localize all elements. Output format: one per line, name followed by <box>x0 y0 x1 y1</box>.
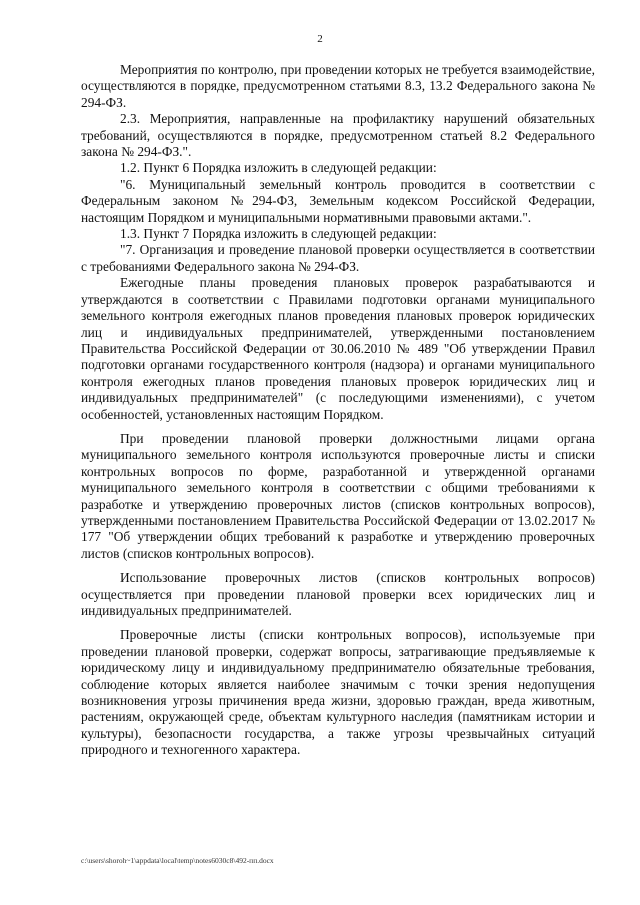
paragraph-point-6: "6. Муниципальный земельный контроль проводится в соответствии с Федеральным законом №294-ФЗ, Земельным кодексом Российской Федерации, настоящим Порядком и муниципальными нормативными правовыми актами.". <box>81 176 595 225</box>
paragraph-2-3: 2.3. Мероприятия, направленные на профилактику нарушений обязательных требований, осуществляются в порядке, предусмотренном статьей 8.2 Федерального закона № 294-ФЗ.". <box>81 111 595 160</box>
paragraph-checklists: При проведении плановой проверки должностными лицами органа муниципального земельного контроля используются проверочные листы и списки контрольных вопросов по форме, разработанной и утвержденной органами муниципального земельного контроля в соответствии с общими требованиями к разработке и утверждению проверочных листов (списков контрольных вопросов), утвержденными постановлением Правительства Российской Федерации от 13.02.2017 № 177 "Об утверждении общих требований к разработке и утверждению проверочных листов (списков контрольных вопросов). <box>81 430 595 561</box>
paragraph-checklist-content: Проверочные листы (списки контрольных вопросов), используемые при проведении плановой проверки, содержат вопросы, затрагивающие предъявляемые к юридическому лицу и индивидуальному предпринимателю обязательные требования, соблюдение которых является наиболее значимым с точки зрения недопущения возникновения угрозы причинения вреда жизни, здоровью граждан, вреда животным, растениям, окружающей среде, объектам культурного наследия (памятникам истории и культуры), безопасности государства, а также угрозы чрезвычайных ситуаций природного и техногенного характера. <box>81 627 595 758</box>
footer-file-path: c:\users\shoroh~1\appdata\local\temp\notes6030c8\492-пп.docx <box>81 856 274 865</box>
page-number: 2 <box>317 33 323 45</box>
paragraph-annual-plans: Ежегодные планы проведения плановых проверок разрабатываются и утверждаются в соответствии с Правилами подготовки органами муниципального земельного контроля ежегодных планов проведения плановых проверок юридических лиц и индивидуальных предпринимателей, утвержденными постановлением Правительства Российской Федерации от 30.06.2010 № 489 "Об утверждении Правил подготовки органами государственного контроля (надзора) и органами муниципального контроля ежегодных планов проведения плановых проверок юридических лиц и индивидуальных предпринимателей" (с последующими изменениями), с учетом особенностей, установленных настоящим Порядком. <box>81 275 595 422</box>
document-body <box>81 62 595 759</box>
paragraph-1-3: 1.3. Пункт 7 Порядка изложить в следующей редакции: <box>120 226 437 242</box>
paragraph-1-2: 1.2. Пункт 6 Порядка изложить в следующей редакции: <box>120 160 437 176</box>
paragraph-point-7: "7. Организация и проведение плановой проверки осуществляется в соответствии с требованиями Федерального закона № 294-ФЗ. <box>81 242 595 274</box>
paragraph-control-measures: Мероприятия по контролю, при проведении которых не требуется взаимодействие, осуществляются в порядке, предусмотренном статьями 8.3, 13.2 Федерального закона № 294-ФЗ. <box>81 62 595 110</box>
paragraph-checklist-usage: Использование проверочных листов (списков контрольных вопросов) осуществляется при проведении плановой проверки всех юридических лиц и индивидуальных предпринимателей. <box>81 570 595 618</box>
